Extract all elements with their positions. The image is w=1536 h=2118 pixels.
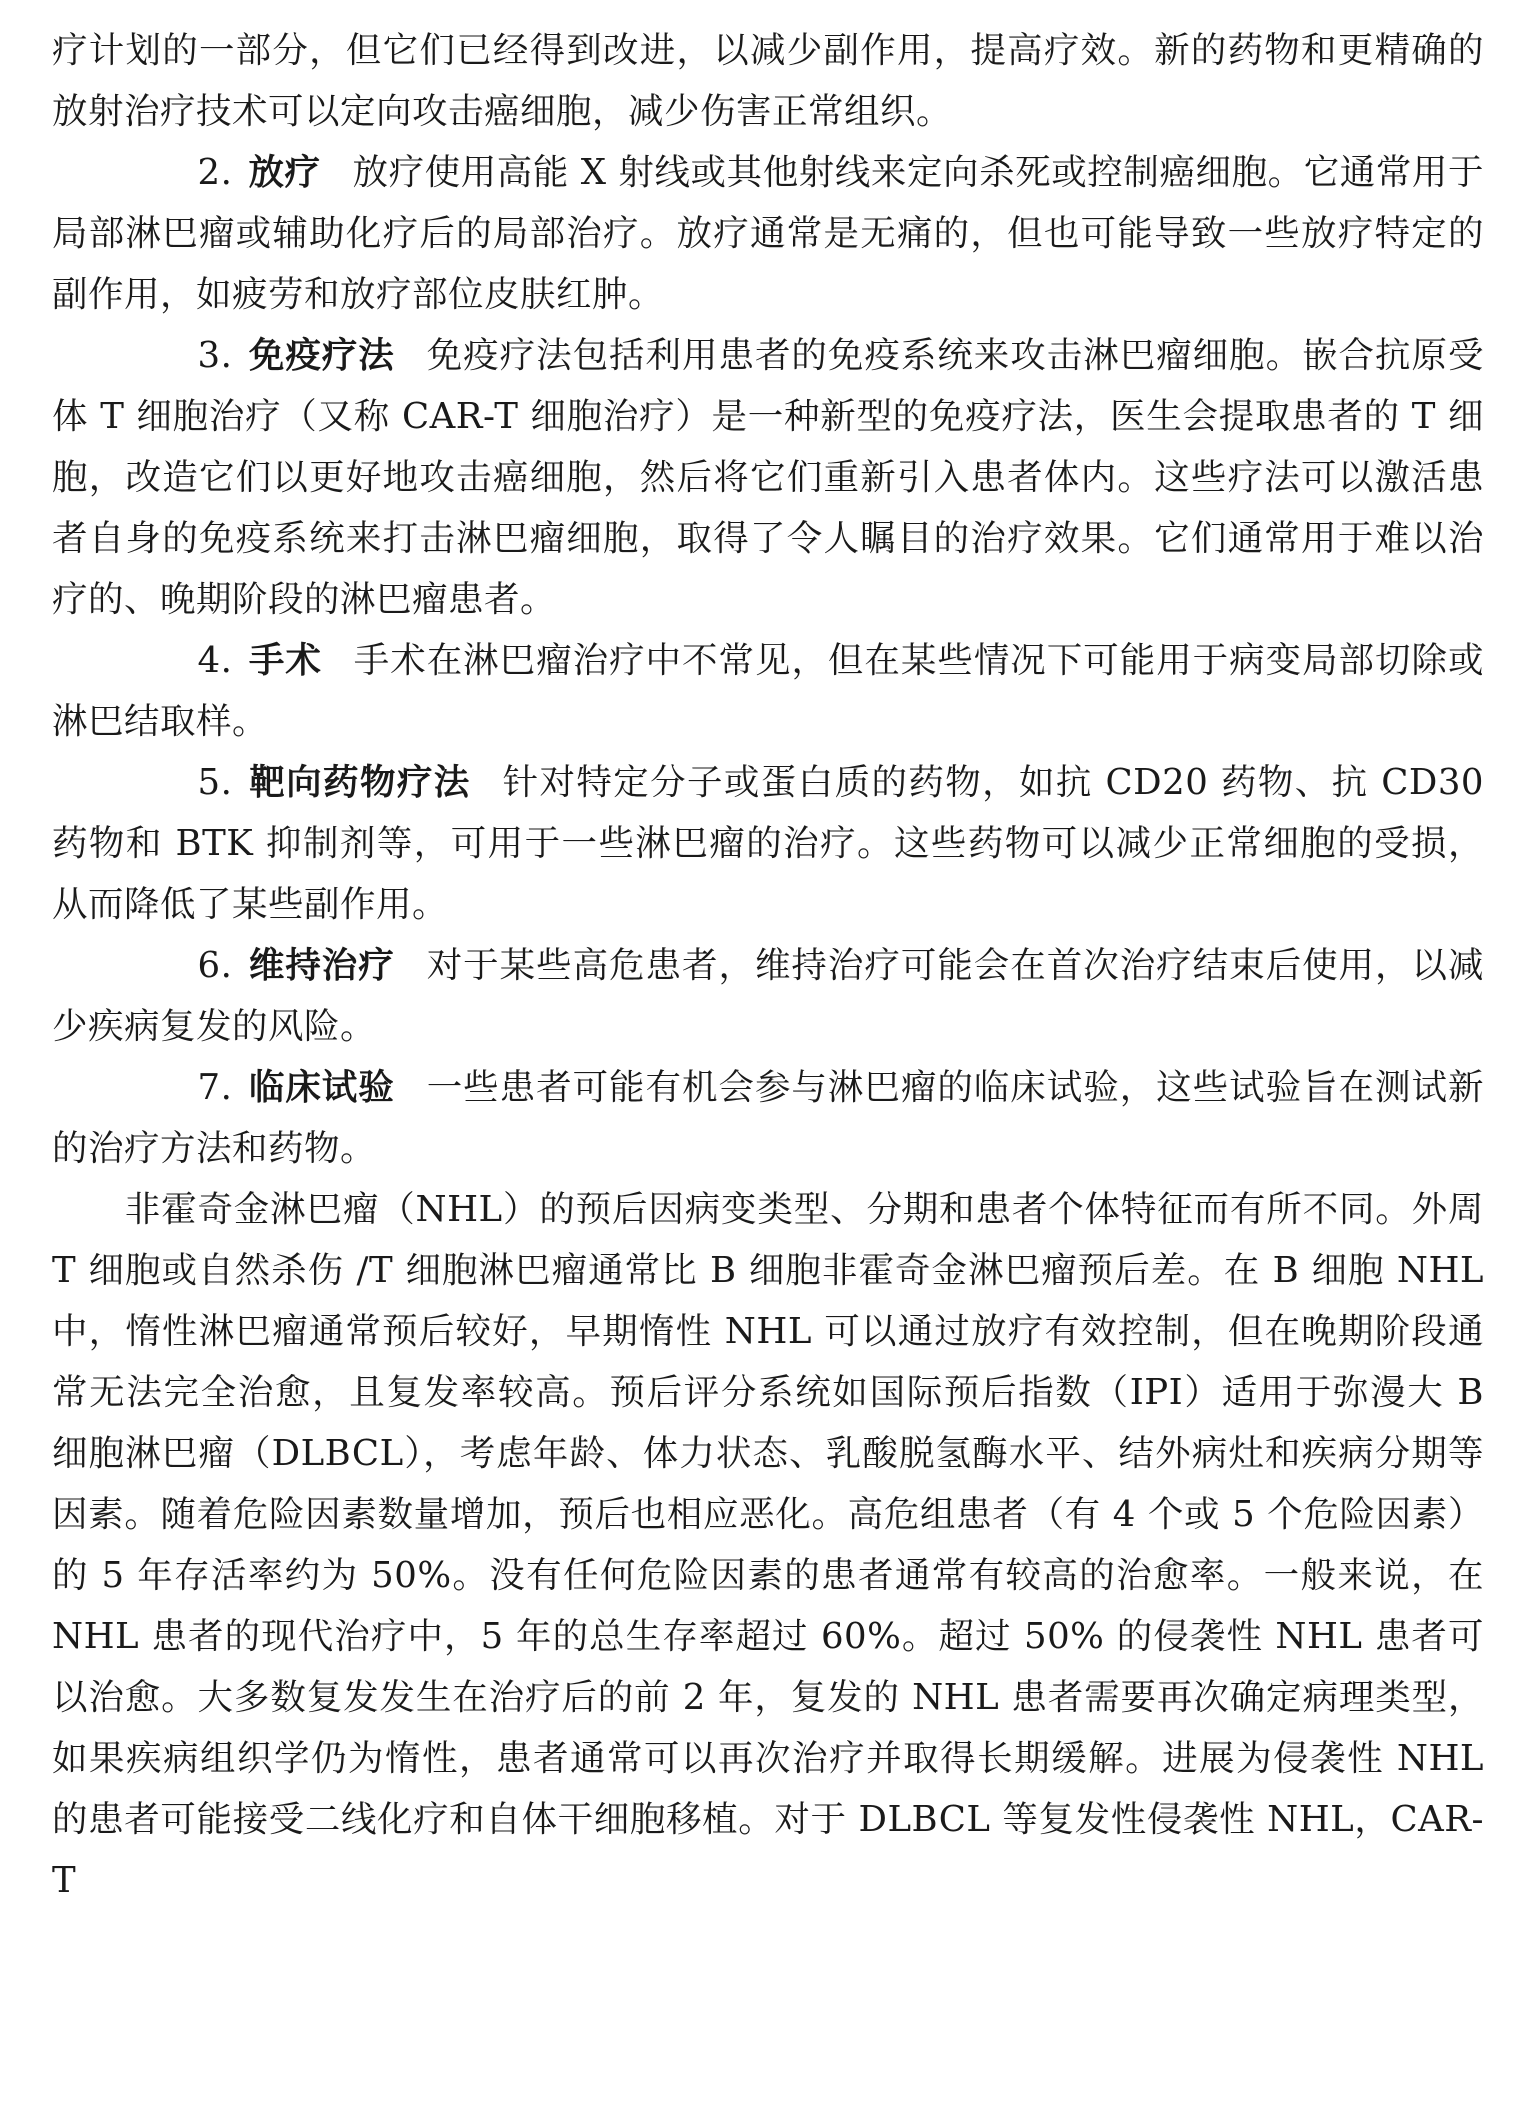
item-text: 放疗使用高能 X 射线或其他射线来定向杀死或控制癌细胞。它通常用于局部淋巴瘤或辅助化疗后的局部治疗。放疗通常是无痛的，但也可能导致一些放疗特定的副作用，如疲劳和放疗部位皮肤红肿。 xyxy=(52,152,1484,315)
treatment-immunotherapy xyxy=(52,325,1484,630)
treatment-surgery xyxy=(52,630,1484,752)
item-text: 对于某些高危患者，维持治疗可能会在首次治疗结束后使用，以减少疾病复发的风险。 xyxy=(52,945,1484,1047)
treatment-targeted-therapy xyxy=(52,752,1484,935)
prognosis-paragraph: 非霍奇金淋巴瘤（NHL）的预后因病变类型、分期和患者个体特征而有所不同。外周 T 细胞或自然杀伤 /T 细胞淋巴瘤通常比 B 细胞非霍奇金淋巴瘤预后差。在 B 细胞 NHL 中，惰性淋巴瘤通常预后较好，早期惰性 NHL 可以通过放疗有效控制，但在晚期阶段通常无法完全治愈，且复发率较高。预后评分系统如国际预后指数（IPI）适用于弥漫大 B 细胞淋巴瘤（DLBCL），考虑年龄、体力状态、乳酸脱氢酶水平、结外病灶和疾病分期等因素。随着危险因素数量增加，预后也相应恶化。高危组患者（有 4 个或 5 个危险因素）的 5 年存活率约为 50%。没有任何危险因素的患者通常有较高的治愈率。一般来说，在 NHL 患者的现代治疗中，5 年的总生存率超过 60%。超过 50% 的侵袭性 NHL 患者可以治愈。大多数复发发生在治疗后的前 2 年，复发的 NHL 患者需要再次确定病理类型，如果疾病组织学仍为惰性，患者通常可以再次治疗并取得长期缓解。进展为侵袭性 NHL 的患者可能接受二线化疗和自体干细胞移植。对于 DLBCL 等复发性侵袭性 NHL，CAR-T xyxy=(52,1189,1484,1901)
item-term: 维持治疗 xyxy=(248,945,395,986)
item-term: 靶向药物疗法 xyxy=(248,762,471,803)
treatment-maintenance xyxy=(52,935,1484,1057)
document-page xyxy=(52,20,1484,1911)
item-number: 2. xyxy=(197,152,233,193)
item-number: 5. xyxy=(197,762,233,803)
item-number: 3. xyxy=(197,335,233,376)
item-number: 7. xyxy=(197,1067,233,1108)
item-text: 免疫疗法包括利用患者的免疫系统来攻击淋巴瘤细胞。嵌合抗原受体 T 细胞治疗（又称 CAR-T 细胞治疗）是一种新型的免疫疗法，医生会提取患者的 T 细胞，改造它们以更好地攻击癌细胞，然后将它们重新引入患者体内。这些疗法可以激活患者自身的免疫系统来打击淋巴瘤细胞，取得了令人瞩目的治疗效果。它们通常用于难以治疗的、晚期阶段的淋巴瘤患者。 xyxy=(52,335,1484,620)
item-term: 免疫疗法 xyxy=(248,335,395,376)
item-number: 4. xyxy=(197,640,233,681)
item-number: 6. xyxy=(197,945,233,986)
treatment-clinical-trials xyxy=(52,1057,1484,1179)
treatment-radiotherapy xyxy=(52,142,1484,325)
intro-continuation-paragraph: 疗计划的一部分，但它们已经得到改进，以减少副作用，提高疗效。新的药物和更精确的放射治疗技术可以定向攻击癌细胞，减少伤害正常组织。 xyxy=(52,30,1484,132)
item-text: 一些患者可能有机会参与淋巴瘤的临床试验，这些试验旨在测试新的治疗方法和药物。 xyxy=(52,1067,1484,1169)
item-term: 手术 xyxy=(248,640,322,681)
item-text: 针对特定分子或蛋白质的药物，如抗 CD20 药物、抗 CD30 药物和 BTK 抑制剂等，可用于一些淋巴瘤的治疗。这些药物可以减少正常细胞的受损，从而降低了某些副作用。 xyxy=(52,762,1484,925)
item-term: 临床试验 xyxy=(248,1067,395,1108)
item-text: 手术在淋巴瘤治疗中不常见，但在某些情况下可能用于病变局部切除或淋巴结取样。 xyxy=(52,640,1484,742)
item-term: 放疗 xyxy=(248,152,321,193)
